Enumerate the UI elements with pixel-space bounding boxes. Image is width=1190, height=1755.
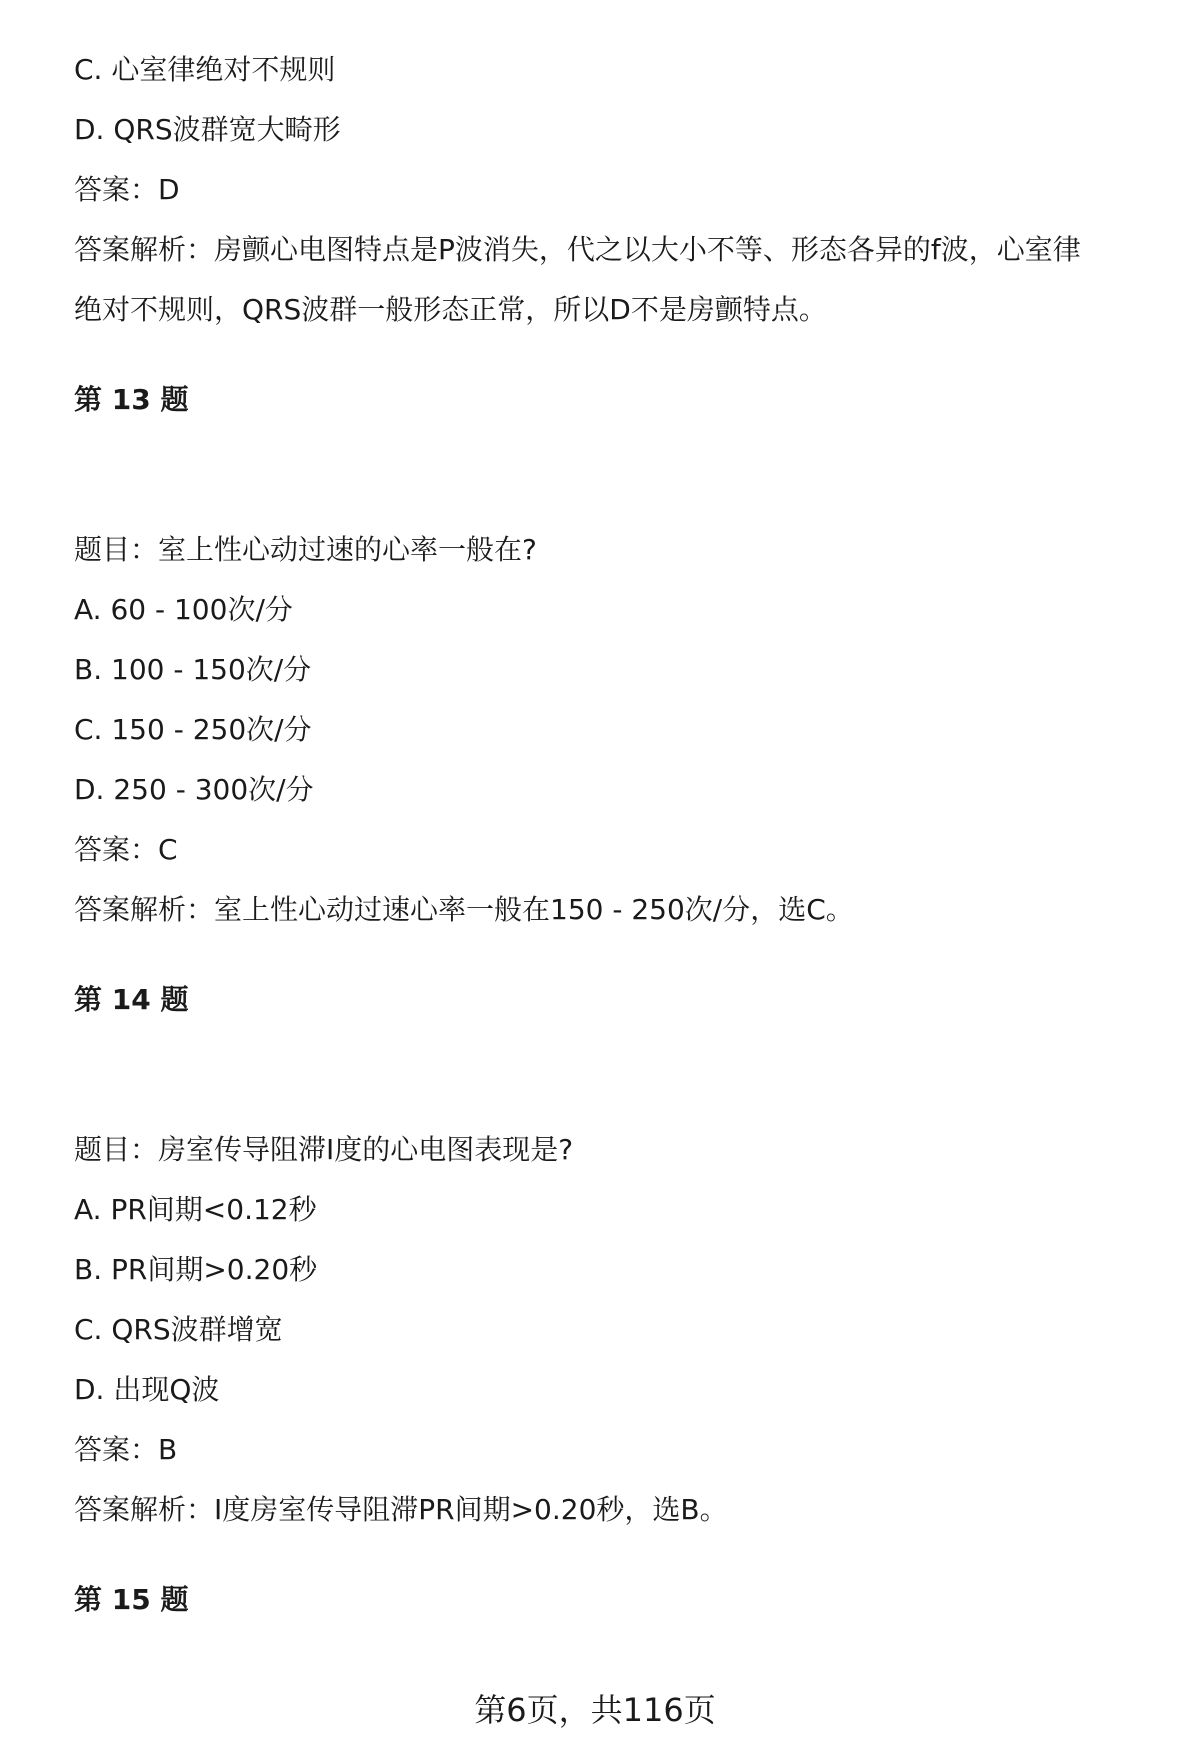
q14-explanation: 答案解析：I度房室传导阻滞PR间期>0.20秒，选B。 bbox=[74, 1493, 728, 1526]
q14-question: 题目：房室传导阻滞I度的心电图表现是? bbox=[74, 1133, 574, 1166]
q13-option-b: B. 100 - 150次/分 bbox=[74, 653, 312, 686]
prev-option-d: D. QRS波群宽大畸形 bbox=[74, 113, 341, 146]
q14-heading: 第 14 题 bbox=[74, 983, 189, 1016]
q15-heading: 第 15 题 bbox=[74, 1583, 189, 1616]
prev-explanation-line1: 答案解析：房颤心电图特点是P波消失，代之以大小不等、形态各异的f波，心室律 bbox=[74, 233, 1081, 266]
q13-option-d: D. 250 - 300次/分 bbox=[74, 773, 314, 806]
prev-explanation-line2: 绝对不规则，QRS波群一般形态正常，所以D不是房颤特点。 bbox=[74, 293, 827, 326]
q14-answer: 答案：B bbox=[74, 1433, 178, 1466]
q13-question: 题目：室上性心动过速的心率一般在? bbox=[74, 533, 537, 566]
q13-option-c: C. 150 - 250次/分 bbox=[74, 713, 312, 746]
q13-heading: 第 13 题 bbox=[74, 383, 189, 416]
q14-option-c: C. QRS波群增宽 bbox=[74, 1313, 283, 1346]
q14-option-a: A. PR间期<0.12秒 bbox=[74, 1193, 317, 1226]
q13-explanation: 答案解析：室上性心动过速心率一般在150 - 250次/分，选C。 bbox=[74, 893, 854, 926]
prev-option-c: C. 心室律绝对不规则 bbox=[74, 53, 336, 86]
q14-option-d: D. 出现Q波 bbox=[74, 1373, 220, 1406]
q13-answer: 答案：C bbox=[74, 833, 178, 866]
q13-option-a: A. 60 - 100次/分 bbox=[74, 593, 293, 626]
prev-answer: 答案：D bbox=[74, 173, 180, 206]
q14-option-b: B. PR间期>0.20秒 bbox=[74, 1253, 318, 1286]
page-footer: 第6页，共116页 bbox=[474, 1691, 716, 1729]
